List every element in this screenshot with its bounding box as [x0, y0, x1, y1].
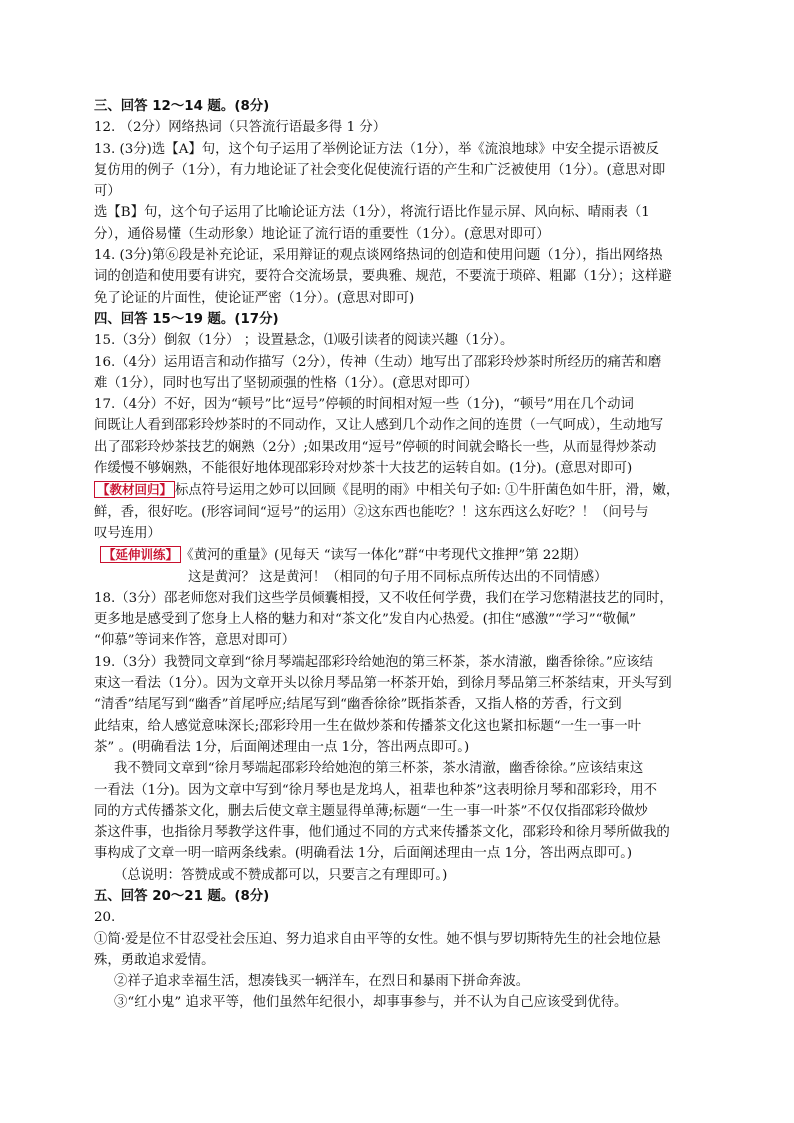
textbook-review-text: 标点符号运用之妙可以回顾《昆明的雨》中相关句子如: ①牛肝菌色如牛肝，滑，嫩， [175, 483, 680, 499]
answer-14-line-3: 免了论证的片面性，使论证严密（1分）。(意思对即可) [94, 290, 415, 306]
textbook-review-line-3: 叹号连用） [94, 525, 161, 541]
answer-19-line-9: 茶这件事，也指徐月琴教学这件事，他们通过不同的方式来传播茶文化，邵彩玲和徐月琴所做我的 [94, 825, 670, 841]
answer-20-line-2: 殊，勇敢追求爱情。 [94, 952, 215, 968]
answer-19-line-4: 此结束，给人感觉意味深长;邵彩玲用一生在做炒茶和传播茶文化这也紧扣标题“一生一事一叶 [94, 718, 641, 734]
textbook-review-line-1 [94, 479, 702, 501]
textbook-review-line-2: 鲜，香，很好吃。(形容词间“逗号”的运用）②这东西也能吃？！这东西这么好吃？！（问号与 [94, 504, 649, 520]
answer-19-line-1: 19.（3分）我赞同文章到“徐月琴端起邵彩玲给她泡的第三杯茶，茶水清澈，幽香徐徐。”应该结 [94, 654, 654, 670]
answer-19-line-7: 一看法（1分)。因为文章中写到“徐月琴也是龙坞人，祖辈也种茶”这表明徐月琴和邵彩玲，用不 [94, 782, 658, 798]
textbook-review-tag: 【教材回归】 [94, 481, 175, 498]
answer-16-line-1: 16.（4分）运用语言和动作描写（2分），传神（生动）地写出了邵彩玲炒茶时所经历的痛苦和磨 [94, 354, 662, 370]
answer-13-line-3: 可） [94, 184, 121, 200]
answer-15: 15.（3分）倒叙（1分） ；设置悬念，⑴吸引读者的阅读兴趣（1分）。 [94, 333, 514, 349]
extension-line-1 [94, 544, 702, 566]
answer-19-line-2: 束这一看法（1分）。因为文章开头以徐月琴品第一杯茶开始，到徐月琴品第三杯茶结束，开头写到 [94, 676, 672, 692]
extension-text: 《黄河的重量》(见每天 “读写一体化”群“中考现代文推押”第 22期） [187, 548, 587, 564]
answer-12: 12. （2分）网络热词（只答流行语最多得 1 分） [94, 120, 387, 136]
answer-20-line-1: ①简·爱是位不甘忍受社会压迫、努力追求自由平等的女性。她不惧与罗切斯特先生的社会地位悬 [94, 931, 661, 947]
answer-17-line-3: 出了邵彩玲炒茶技艺的娴熟（2分）;如果改用“逗号”停顿的时间就会略长一些，从而显得炒茶动 [94, 439, 657, 455]
answer-20-line-4: ③“红小鬼” 追求平等，他们虽然年纪很小，却事事参与，并不认为自己应该受到优待。 [114, 995, 628, 1011]
answer-19-line-10: 事构成了文章一明一暗两条线索。(明确看法 1分，后面阐述理由一点 1分，答出两点即可。) [94, 846, 633, 862]
answer-key-page [94, 96, 702, 1014]
answer-19-line-5: 茶” 。(明确看法 1分，后面阐述理由一点 1分，答出两点即可。) [94, 739, 470, 755]
section-heading-5: 五、回答 20～21 题。(8分) [94, 888, 270, 904]
answer-18-line-3: “仰慕”等词来作答，意思对即可） [94, 633, 296, 649]
section-heading-3: 三、回答 12～14 题。(8分) [94, 99, 270, 114]
answer-13-line-1: 13. (3分)选【A】句，这个句子运用了举例论证方法（1分），举《流浪地球》中安全提示语被反 [94, 141, 659, 157]
answer-14-line-1: 14. (3分)第⑥段是补充论证，采用辩证的观点谈网络热词的创造和使用问题（1分），指出网络热 [94, 248, 663, 264]
answer-13-line-5: 分），通俗易懂（生动形象）地论证了流行语的重要性（1分）。(意思对即可） [94, 226, 550, 242]
section-heading-4: 四、回答 15～19 题。(17分) [94, 311, 279, 327]
answer-18-line-1: 18.（3分）邵老师您对我们这些学员倾囊相授，又不收任何学费，我们在学习您精湛技艺的同时， [94, 590, 673, 606]
answer-17-line-4: 作缓慢不够娴熟，不能很好地体现邵彩玲对炒茶十大技艺的运转自如。(1分)。(意思对即可) [94, 461, 633, 477]
extension-line-2: 这是黄河？ 这是黄河！（相同的句子用不同标点所传达出的不同情感） [188, 569, 608, 585]
answer-17-line-2: 间既让人看到邵彩玲炒茶时的不同动作，又让人感到几个动作之间的连贯（一气呵成），生动地写 [94, 418, 664, 434]
answer-19-line-8: 同的方式传播茶文化，删去后使文章主题显得单薄;标题“一生一事一叶茶”不仅仅指邵彩玲做炒 [94, 803, 648, 819]
extension-tag: 【延伸训练】 [100, 546, 181, 563]
answer-19-note: （总说明：答赞成或不赞成都可以，只要言之有理即可。) [114, 867, 448, 883]
answer-13-line-2: 复仿用的例子（1分），有力地论证了社会变化促使流行语的产生和广泛被使用（1分）。(意思对即 [94, 162, 666, 178]
answer-19-line-3: “清香”结尾写到“幽香”首尾呼应;结尾写到“幽香徐徐”既指茶香，又指人格的芳香，行文到 [94, 697, 622, 713]
answer-17-line-1: 17.（4分）不好，因为“顿号”比“逗号”停顿的时间相对短一些（1分)，“顿号”用在几个动词 [94, 397, 634, 413]
answer-19-line-6: 我不赞同文章到“徐月琴端起邵彩玲给她泡的第三杯茶，茶水清澈，幽香徐徐。”应该结束这 [114, 761, 644, 777]
answer-20-number: 20. [94, 910, 116, 926]
answer-20-line-3: ②祥子追求幸福生活，想凑钱买一辆洋车，在烈日和暴雨下拼命奔波。 [114, 974, 530, 990]
answer-18-line-2: 更多地是感受到了您身上人格的魅力和对“茶文化”发自内心热爱。(扣住“感激”“学习”“敬佩” [94, 612, 637, 628]
answer-16-line-2: 难（1分），同时也写出了坚韧顽强的性格（1分）。(意思对即可） [94, 375, 478, 391]
answer-14-line-2: 词的创造和使用要有讲究，要符合交流场景，要典雅、规范，不要流于琐碎、粗鄙（1分）；这样避 [94, 269, 672, 285]
answer-13-line-4: 选【B】句，这个句子运用了比喻论证方法（1分），将流行语比作显示屏、风向标、晴雨表（1 [94, 205, 650, 221]
